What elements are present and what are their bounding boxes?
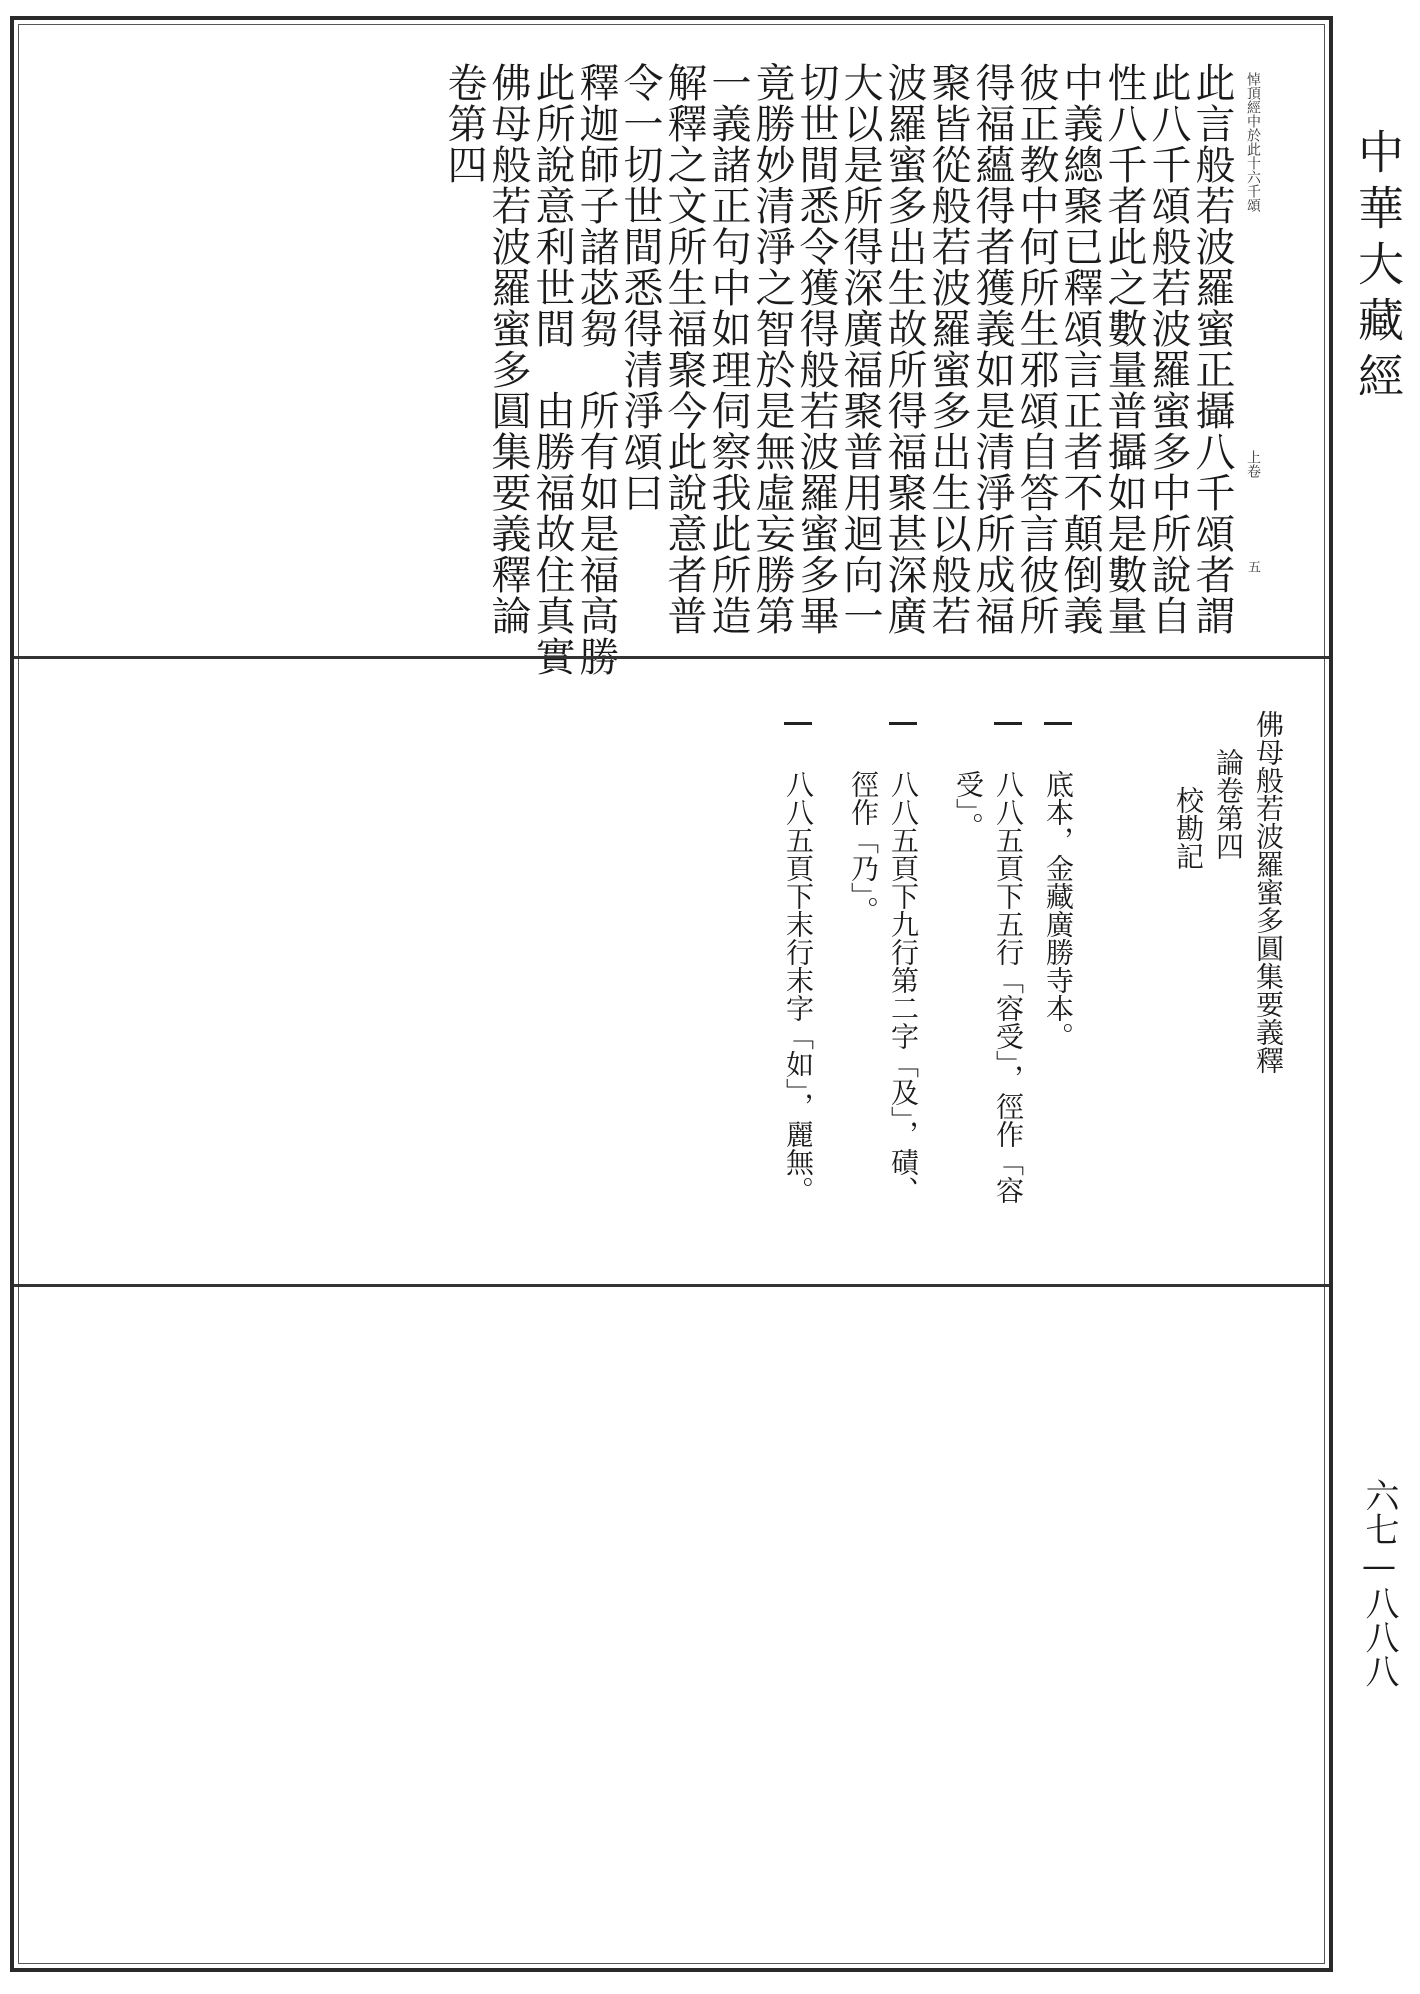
main-column-11: 竟勝妙清淨之智於是無虛妄勝第 (749, 62, 795, 636)
collation-entry-2-line-1: 八八五頁下五行「容受」，徑作「容 (992, 770, 1025, 1204)
section-divider-1 (14, 656, 1329, 659)
main-column-15: 釋迦師子諸苾芻 所有如是福高勝 (573, 62, 619, 677)
collation-entry-3-line-2: 徑作「乃」。 (847, 770, 880, 924)
collation-entry-2-line-2: 受」。 (952, 770, 985, 840)
main-column-18: 卷第四 (441, 62, 487, 185)
main-column-3: 性八千者此之數量普攝如是數量 (1101, 62, 1147, 636)
main-column-16: 此所說意利世間 由勝福故住真實 (529, 62, 575, 677)
main-column-14: 令一切世間悉得清淨頌曰 (617, 62, 663, 513)
entry-1-marker (1044, 722, 1072, 725)
main-column-1: 此言般若波羅蜜正攝八千頌者謂 (1189, 62, 1235, 636)
main-column-7: 聚皆從般若波羅蜜多出生以般若 (925, 62, 971, 636)
entry-2-marker (994, 722, 1022, 725)
collation-title-3: 校勘記 (1172, 786, 1205, 870)
main-column-12: 一義諸正句中如理伺察我此所造 (705, 62, 751, 636)
page-frame (10, 16, 1333, 1972)
main-column-13: 解釋之文所生福聚今此說意者普 (661, 62, 707, 636)
main-column-10: 切世間悉令獲得般若波羅蜜多畢 (793, 62, 839, 636)
main-column-17: 佛母般若波羅蜜多圓集要義釋論 (485, 62, 531, 636)
main-column-9: 大以是所得深廣福聚普用迴向一 (837, 62, 883, 636)
entry-4-marker (784, 722, 812, 725)
main-column-4: 中義總聚已釋頌言正者不顛倒義 (1057, 62, 1103, 636)
collation-entry-1: 底本，金藏廣勝寺本。 (1042, 770, 1075, 1050)
collation-entry-4: 八八五頁下末行末字「如」，麗無。 (782, 770, 815, 1204)
main-column-2: 此八千頌般若波羅蜜多中所說自 (1145, 62, 1191, 636)
main-column-5: 彼正教中何所生邪頌自答言彼所 (1013, 62, 1059, 636)
section-divider-2 (14, 1284, 1329, 1287)
collection-title: 中華大藏經 (1351, 128, 1405, 408)
collation-title-2: 論卷第四 (1212, 748, 1245, 860)
main-column-6: 得福蘊得者獲義如是清淨所成福 (969, 62, 1015, 636)
main-column-8: 波羅蜜多出生故所得福聚甚深廣 (881, 62, 927, 636)
collation-title-1: 佛母般若波羅蜜多圓集要義釋 (1252, 710, 1285, 1074)
footnote-number: 五 (1245, 560, 1260, 573)
side-mark: 上卷 (1245, 450, 1261, 478)
entry-3-marker (889, 722, 917, 725)
page-number: 六七—八八八 (1359, 1478, 1399, 1688)
top-note: 悼頂經中於此十六千頌 (1245, 72, 1261, 212)
collation-entry-3-line-1: 八八五頁下九行第二字「及」，磧、 (887, 770, 920, 1204)
